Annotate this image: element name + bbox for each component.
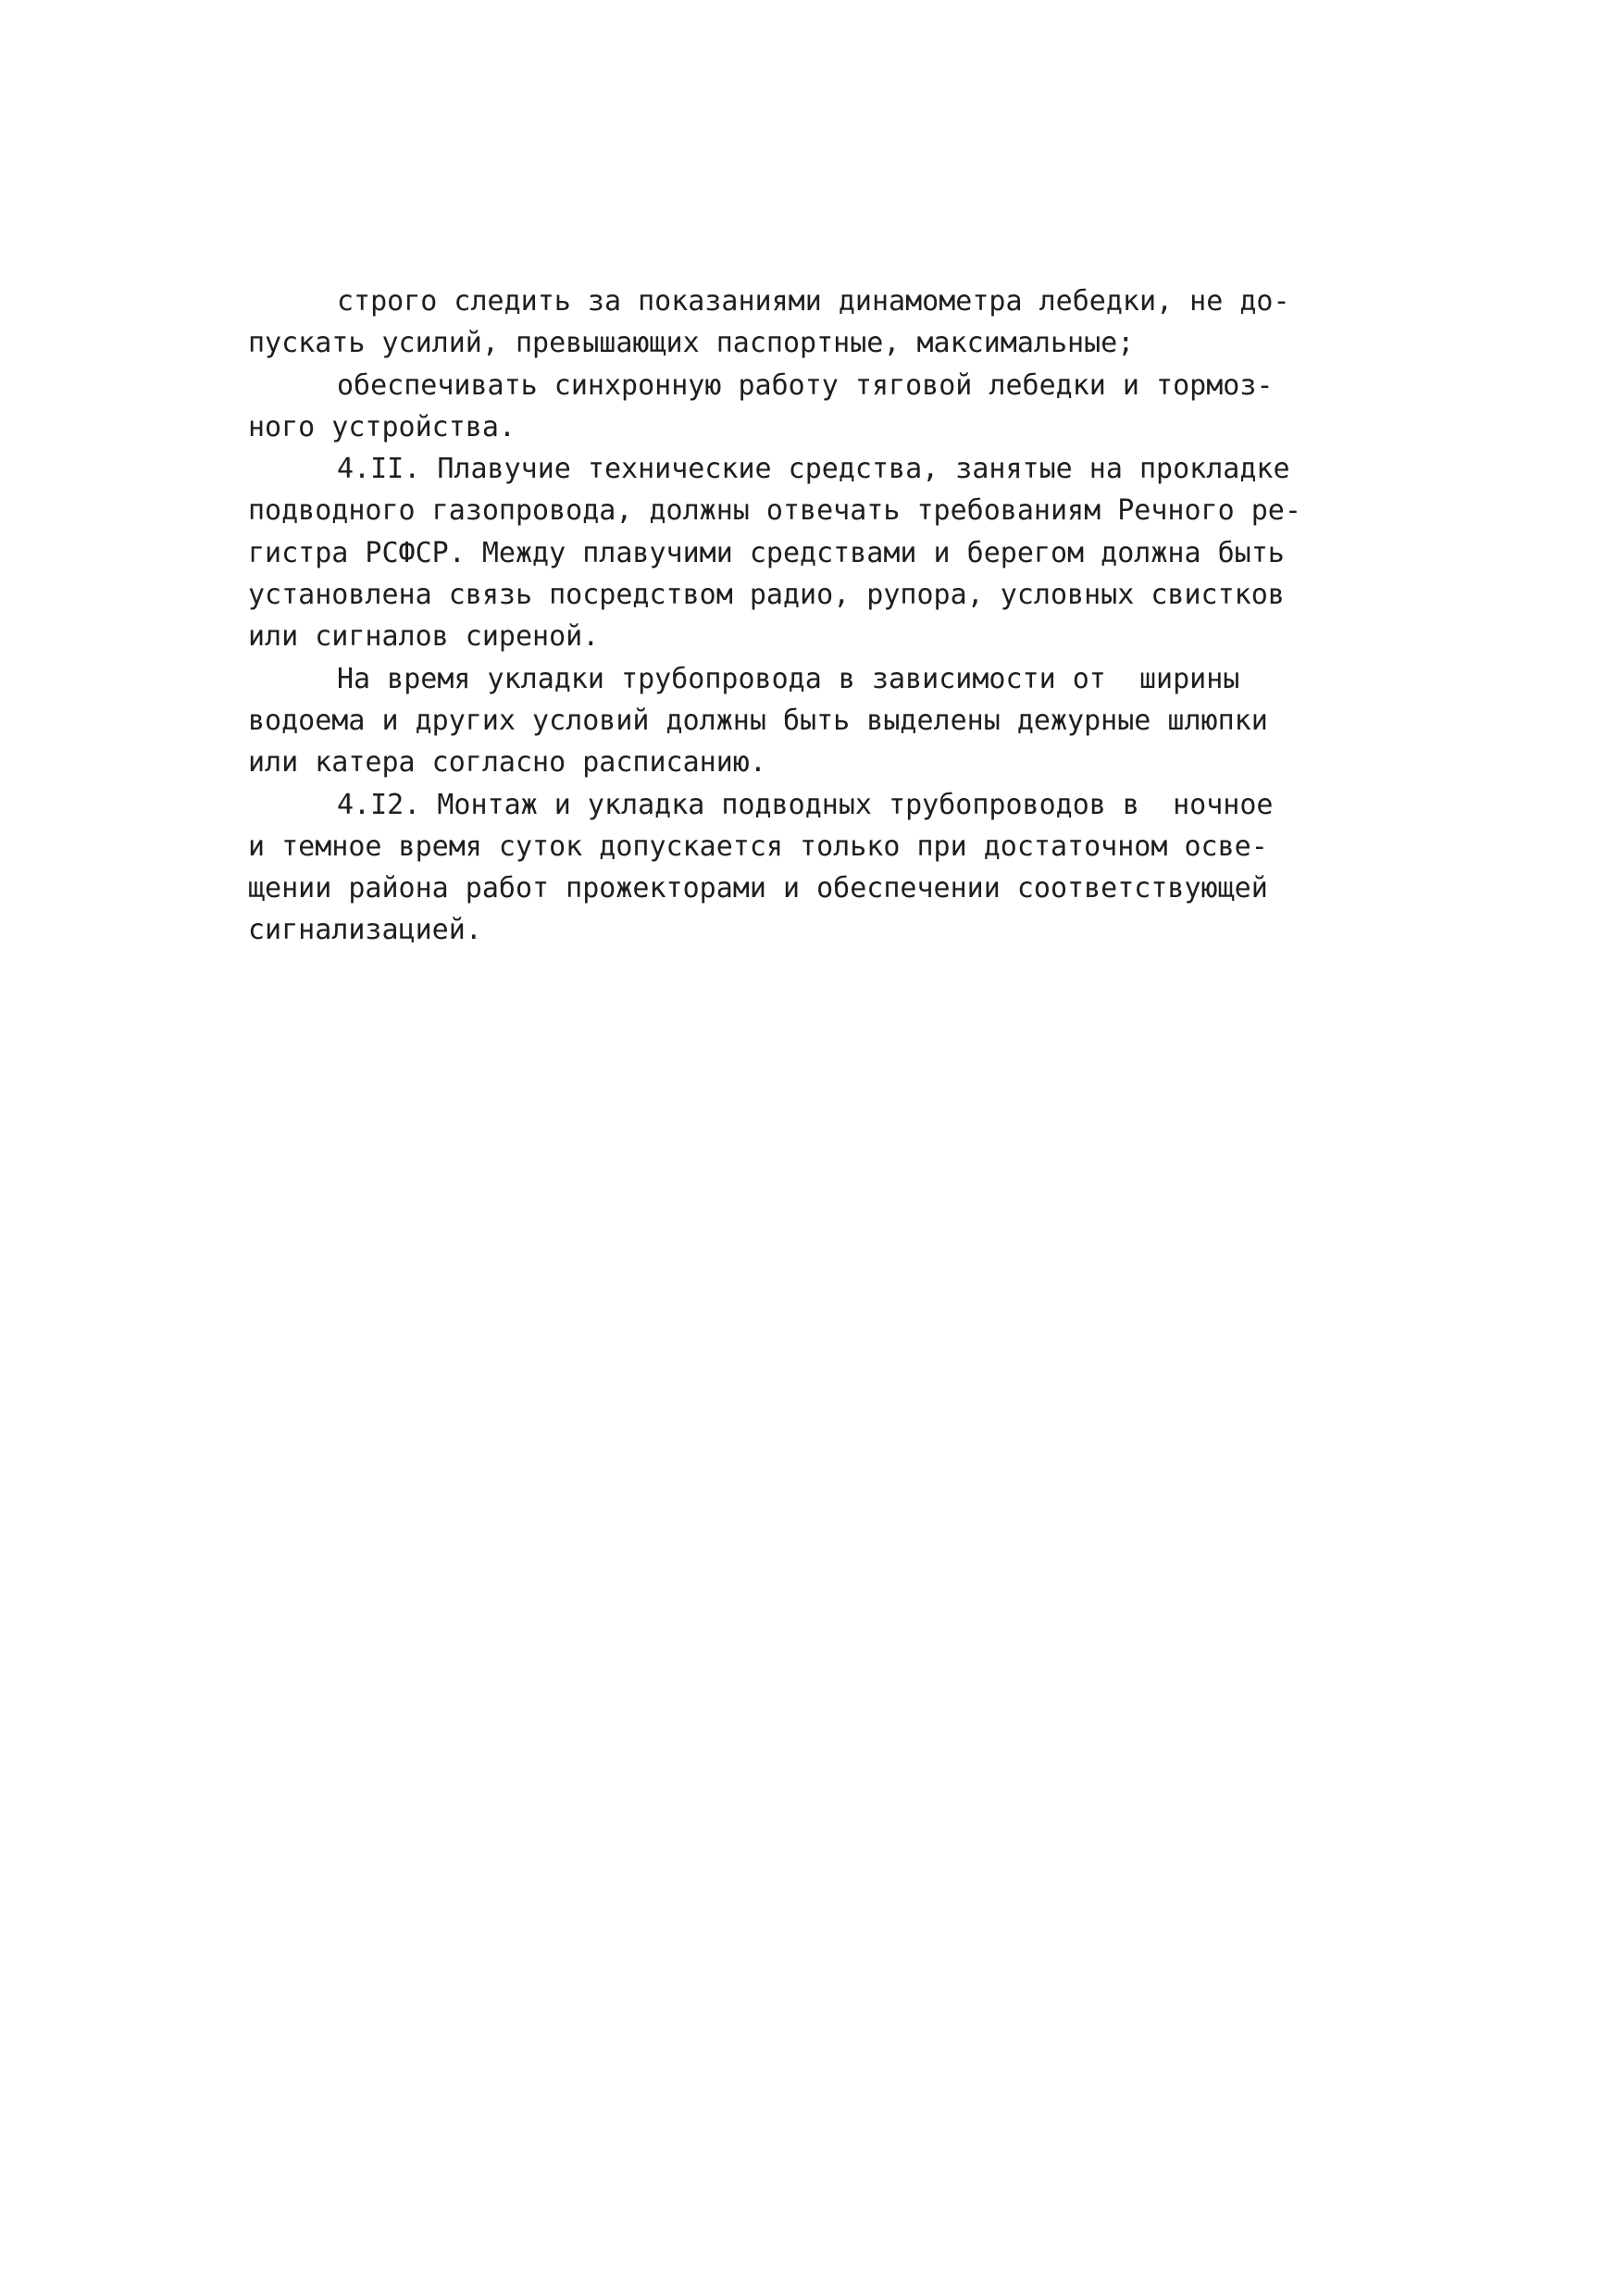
text-line: пускать усилий, превышающих паспортные, максимальные; [248,327,1135,360]
text-line: ного устройства. [248,410,516,443]
text-line: гистра РСФСР. Между плавучими средствами и берегом должна быть [248,536,1285,569]
text-line: водоема и других условий должны быть выделены дежурные шлюпки [248,704,1268,737]
text-line: подводного газопровода, должны отвечать требованиям Речного ре- [248,494,1301,528]
text-line: щении района работ прожекторами и обеспечении соответствующей [248,872,1268,905]
text-line: сигнализацией. [248,914,482,947]
text-line: и темное время суток допускается только при достаточном осве- [248,830,1268,863]
text-line: или сигналов сиреной. [248,620,600,654]
text-line: обеспечивать синхронную работу тяговой лебедки и тормоз- [337,368,1274,402]
text-line: или катера согласно расписанию. [248,746,766,780]
text-line: строго следить за показаниями динамометра лебедки, не до- [337,285,1290,318]
text-line: 4.I2. Монтаж и укладка подводных трубопроводов в ночное [337,788,1274,821]
text-line: установлена связь посредством радио, рупора, условных свистков [248,579,1285,612]
text-line: 4.II. Плавучие технические средства, занятые на прокладке [337,453,1290,486]
text-line: На время укладки трубопровода в зависимости от ширины [337,662,1240,695]
document-body [248,281,1377,952]
